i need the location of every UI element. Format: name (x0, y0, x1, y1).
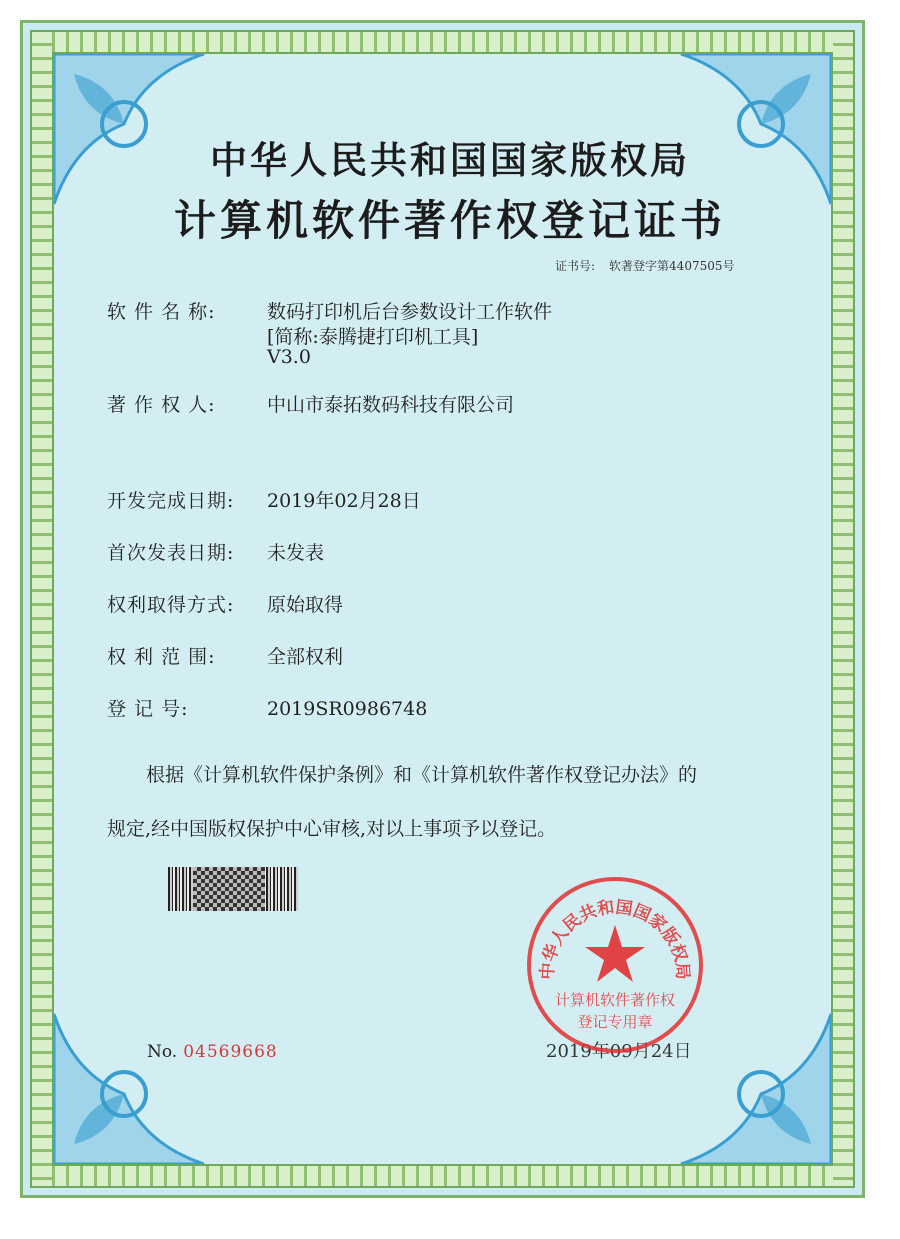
field-version (107, 346, 311, 368)
field-value: [简称:泰腾捷打印机工具] (267, 326, 479, 348)
field-label: 权 利 范 围: (107, 646, 216, 668)
issue-date: 2019年09月24日 (546, 1041, 692, 1062)
seal-line-2: 登记专用章 (577, 1013, 653, 1031)
serial-number (147, 1042, 278, 1062)
field-value: 2019SR0986748 (267, 698, 428, 720)
statement-line-1: 根据《计算机软件保护条例》和《计算机软件著作权登记办法》的 (146, 764, 698, 786)
seal-ring-text: 中华人民共和国国家版权局 (537, 897, 693, 981)
field-value: 2019年02月28日 (267, 490, 421, 512)
field-value: V3.0 (267, 346, 311, 368)
statement-line-2: 规定,经中国版权保护中心审核,对以上事项予以登记。 (107, 818, 557, 840)
certificate-number-label: 证书号: (555, 259, 596, 273)
field-registration-number (107, 694, 427, 721)
certificate-number-value: 软著登字第4407505号 (609, 259, 735, 273)
field-value: 原始取得 (267, 594, 344, 616)
field-rights-scope (107, 642, 343, 669)
field-value: 未发表 (267, 542, 325, 564)
field-short-name (107, 322, 478, 349)
field-acquisition-method (107, 590, 343, 617)
field-publication-date (107, 538, 324, 565)
field-value: 中山市泰拓数码科技有限公司 (267, 394, 515, 416)
field-label: 登 记 号: (107, 698, 189, 720)
qr-code (193, 867, 265, 911)
field-label: 首次发表日期: (107, 542, 235, 564)
certificate-number (555, 257, 735, 274)
issuing-authority: 中华人民共和国国家版权局 (210, 138, 690, 182)
field-completion-date (107, 486, 421, 513)
field-label: 著 作 权 人: (107, 394, 216, 416)
field-value: 数码打印机后台参数设计工作软件 (267, 301, 553, 323)
official-seal (525, 875, 705, 1055)
certificate-title: 计算机软件著作权登记证书 (173, 196, 726, 245)
seal-line-1: 计算机软件著作权 (554, 991, 676, 1009)
field-label: 软 件 名 称: (107, 301, 216, 323)
serial-prefix: No. (147, 1042, 178, 1062)
field-copyright-owner (107, 390, 514, 417)
field-label: 开发完成日期: (107, 490, 235, 512)
star-icon (585, 925, 645, 982)
field-software-name (107, 297, 552, 324)
corner-ornament-bottom-left (54, 1004, 214, 1164)
field-label: 权利取得方式: (107, 594, 235, 616)
serial-value: 04569668 (183, 1042, 278, 1062)
field-value: 全部权利 (267, 646, 344, 668)
